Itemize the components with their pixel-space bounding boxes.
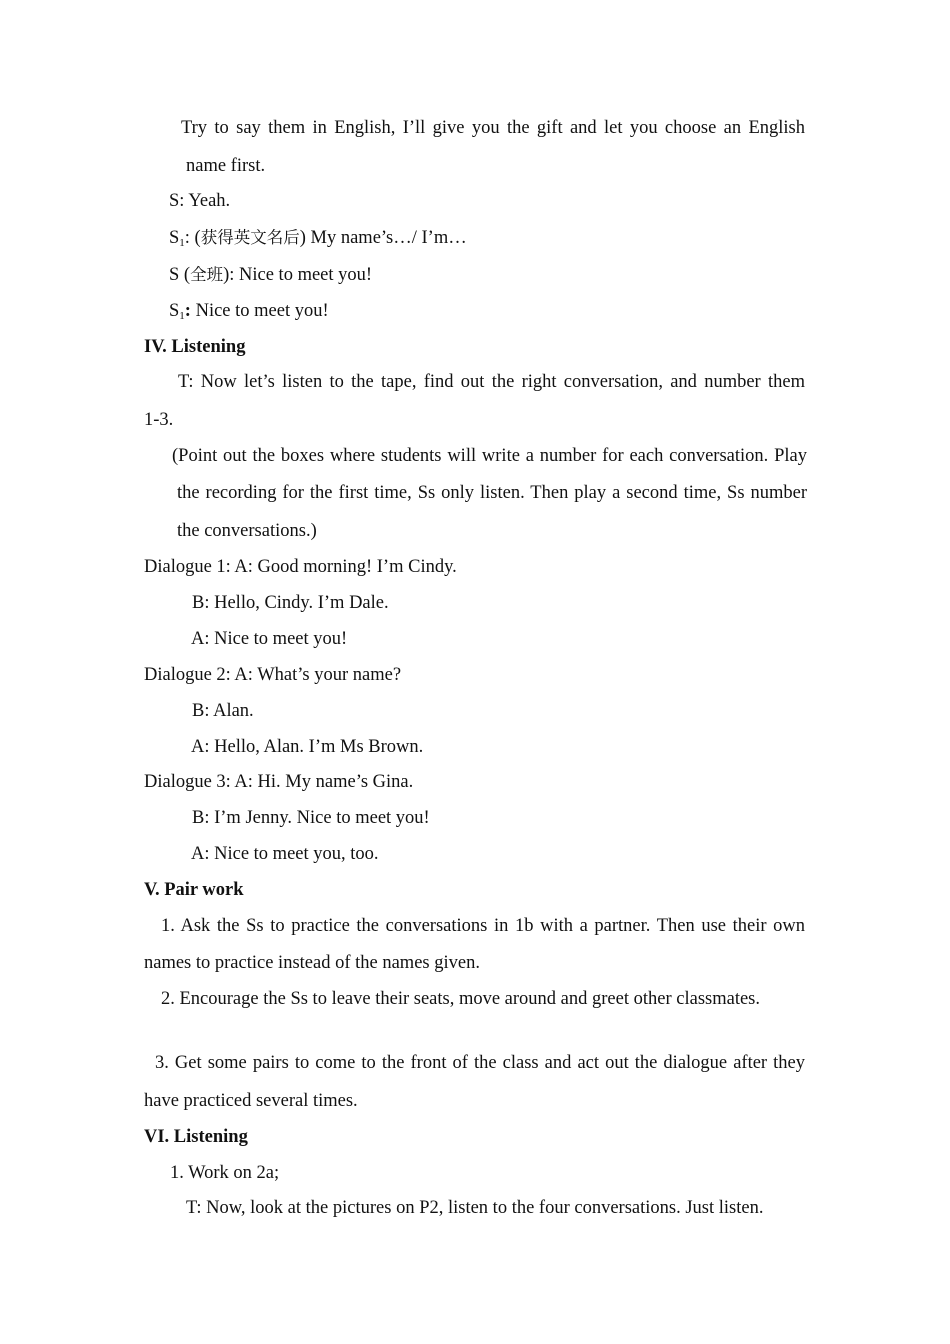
procedure-note-line-3: the conversations.) (177, 521, 317, 541)
student-reply-yeah: S: Yeah. (169, 191, 231, 211)
dialogue-3-line-b: B: I’m Jenny. Nice to meet you! (192, 808, 430, 828)
teacher-instruction-line-1: T: Now let’s listen to the tape, find out the right conversation, and number them (178, 372, 805, 392)
dialogue-2-line-a: Dialogue 2: A: What’s your name? (144, 665, 402, 685)
dialogue-1-line-a: Dialogue 1: A: Good morning! I’m Cindy. (144, 557, 457, 577)
chinese-note: 获得英文名后 (200, 228, 300, 247)
intro-line-1: Try to say them in English, I’ll give you the gift and let you choose an English (181, 118, 805, 138)
chinese-note: 全班 (190, 265, 224, 284)
student1-reply: $S_1$: Nice to meet you! (169, 301, 329, 322)
section-heading-listening-6: VI. Listening (144, 1127, 248, 1147)
section-heading-listening-4: IV. Listening (144, 337, 246, 357)
dialogue-1-line-b: B: Hello, Cindy. I’m Dale. (192, 593, 389, 613)
pair-work-item-1-line-1: 1. Ask the Ss to practice the conversations in 1b with a partner. Then use their own (161, 916, 805, 936)
pair-work-item-2: 2. Encourage the Ss to leave their seats, move around and greet other classmates. (161, 989, 760, 1009)
dialogue-2-line-c: A: Hello, Alan. I’m Ms Brown. (191, 737, 424, 757)
intro-line-2: name first. (186, 156, 266, 176)
procedure-note-line-1: (Point out the boxes where students will write a number for each conversation. Play (172, 446, 807, 466)
pair-work-item-3-line-1: 3. Get some pairs to come to the front of the class and act out the dialogue after they (155, 1053, 805, 1073)
teacher-instruction-line-2: 1-3. (144, 410, 174, 430)
listening-item-1-instruction: T: Now, look at the pictures on P2, listen to the four conversations. Just listen. (186, 1198, 764, 1218)
section-heading-pair-work: V. Pair work (144, 880, 244, 900)
dialogue-2-line-b: B: Alan. (192, 701, 254, 721)
pair-work-item-3-line-2: have practiced several times. (144, 1091, 358, 1111)
dialogue-3-line-c: A: Nice to meet you, too. (191, 844, 379, 864)
dialogue-3-line-a: Dialogue 3: A: Hi. My name’s Gina. (144, 772, 414, 792)
whole-class-reply: S (全班): Nice to meet you! (169, 265, 373, 285)
procedure-note-line-2: the recording for the first time, Ss only listen. Then play a second time, Ss number (177, 483, 807, 503)
dialogue-1-line-c: A: Nice to meet you! (191, 629, 348, 649)
listening-item-1: 1. Work on 2a; (170, 1163, 280, 1183)
pair-work-item-1-line-2: names to practice instead of the names given. (144, 953, 480, 973)
student1-name-line: $S_1$: (获得英文名后) My name’s…/ I’m… (169, 228, 467, 249)
